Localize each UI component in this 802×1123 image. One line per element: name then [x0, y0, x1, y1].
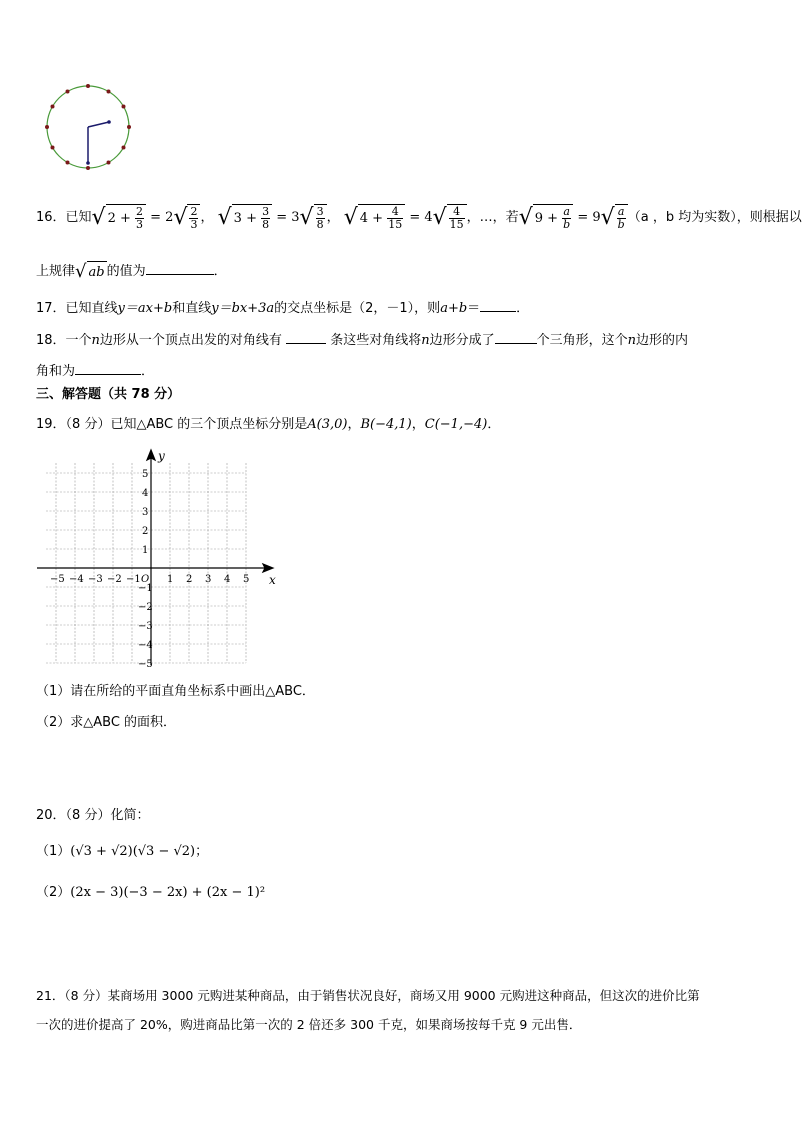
q17-eq2: y＝bx+3a — [211, 301, 275, 316]
q17 — [36, 297, 529, 319]
q17-text-a: 17．已知直线 — [36, 301, 118, 316]
x-axis-arrow — [263, 564, 273, 572]
q16-answer-blank[interactable] — [146, 260, 214, 275]
q16-sep3: ，…，若 — [466, 210, 519, 225]
q16-value-label: 的值为 — [106, 264, 146, 279]
q20-p1-end: ； — [195, 844, 209, 859]
q20-part1 — [36, 842, 208, 862]
section-3-title: 三、解答题（共 78 分） — [36, 387, 181, 402]
q18-n3: n — [627, 333, 637, 348]
q21-line1: 21．（8 分）某商场用 3000 元购进某种商品，由于销售状况良好，商场又用 9000 元购进这种商品，但这次的进价比第 — [36, 988, 700, 1003]
x-tick-label: 2 — [186, 574, 193, 585]
x-tick-label: −5 — [50, 574, 65, 585]
q16-rule-label: 上规律 — [36, 264, 76, 279]
q19-sep1: ， — [347, 417, 361, 432]
y-tick-label: 3 — [142, 507, 149, 518]
q18-line2 — [36, 360, 154, 382]
q17-end: ． — [516, 301, 530, 316]
q20-part2 — [36, 883, 265, 903]
y-axis-label: y — [158, 449, 165, 463]
q17-answer-blank[interactable] — [480, 297, 516, 312]
q18-text-e: 个三角形，这个 — [536, 333, 628, 348]
q19-intro — [36, 415, 500, 435]
q16-sep2: ， — [326, 210, 340, 225]
q16-end: ． — [213, 264, 227, 279]
q19-part2: （2）求△ABC 的面积． — [36, 715, 177, 730]
y-tick-label: −3 — [138, 621, 153, 632]
q18-line1 — [36, 329, 688, 351]
q17-text-d: ＝ — [467, 301, 481, 316]
y-tick-label: 5 — [142, 469, 149, 480]
q17-text-c: 的交点坐标是（2，－1），则 — [274, 301, 441, 316]
y-tick-label: −1 — [138, 583, 153, 594]
q16-prefix: 16．已知 — [36, 210, 92, 225]
q17-eq1: y＝ax+b — [117, 301, 173, 316]
q16-line2: 上规律√ ab 的值为 ． — [36, 260, 227, 282]
y-tick-label: −2 — [138, 602, 153, 613]
y-tick-label: 4 — [142, 488, 149, 499]
y-tick-label: −4 — [138, 640, 153, 651]
q18-line2-text: 角和为 — [36, 364, 76, 379]
q19-intro-text: 19．（8 分）已知△ABC 的三个顶点坐标分别是 — [36, 417, 308, 432]
q17-eq3: a+b — [440, 301, 468, 316]
x-axis-label: x — [269, 573, 276, 587]
q19-point-a: A(3,0) — [307, 417, 348, 432]
q18-end: ． — [141, 364, 155, 379]
q18-triangles-blank[interactable] — [495, 329, 537, 344]
q18-text-f: 边形的内 — [636, 333, 689, 348]
q18-angle-sum-blank[interactable] — [75, 360, 141, 375]
x-tick-label: −3 — [88, 574, 103, 585]
q18-text-b: 边形从一个顶点出发的对角线有 — [99, 333, 282, 348]
y-tick-label: 1 — [142, 545, 149, 556]
y-tick-label: −5 — [138, 659, 153, 670]
q18-text-c: 条这些对角线将 — [330, 333, 422, 348]
q20-p1-expression: (√3 + √2)(√3 − √2) — [70, 844, 196, 859]
q19-point-b: B(−4,1) — [360, 417, 412, 432]
x-tick-label: 4 — [224, 574, 231, 585]
x-tick-label: −1 — [126, 574, 141, 585]
x-tick-label: −4 — [69, 574, 84, 585]
x-tick-label: −2 — [107, 574, 122, 585]
q20-p2-label: （2） — [36, 885, 71, 900]
q16-condition: （a ，b 均为实数），则根据以 — [627, 210, 802, 225]
origin-label: O — [141, 574, 150, 585]
q18-text-d: 边形分成了 — [429, 333, 495, 348]
y-axis-arrow — [147, 450, 155, 460]
q16-line1: 16．已知√ 2 + $\frac{2}{3}$ = 2√ $\frac{2}{3}$ ， √ 3 + $\frac{3}{8}$ = 3√ $\frac{3}{8}$ ， √ 4 + $\frac{4}{15}$ = 4√ $\frac{4}{15}$ ，…，若√ 9 + $\frac{a}{b}$ = 9√ $\frac{a}{b}$ （a ，b 均为实数），则根据以 — [36, 204, 802, 231]
q19-part1: （1）请在所给的平面直角坐标系中画出△ABC． — [36, 684, 315, 699]
clock-figure — [40, 80, 140, 175]
q16-sep1: ， — [200, 210, 214, 225]
q17-text-b: 和直线 — [172, 301, 212, 316]
x-tick-label: 1 — [167, 574, 174, 585]
q19-end: ． — [487, 417, 501, 432]
coordinate-grid[interactable] — [38, 449, 276, 670]
q21-line2: 一次的进价提高了 20%，购进商品比第一次的 2 倍还多 300 千克，如果商场按每千克 9 元出售． — [36, 1017, 582, 1032]
q18-text-a: 18．一个 — [36, 333, 92, 348]
x-tick-label: 5 — [243, 574, 250, 585]
y-tick-label: 2 — [142, 526, 149, 537]
x-tick-label: 3 — [205, 574, 212, 585]
q18-n2: n — [421, 333, 430, 348]
q20-p2-expression: (2x − 3)(−3 − 2x) + (2x − 1)² — [70, 885, 266, 900]
q19-sep2: ， — [411, 417, 425, 432]
q19-point-c: C(−1,−4) — [424, 417, 488, 432]
q20-p1-label: （1） — [36, 844, 71, 859]
q18-n1: n — [91, 333, 100, 348]
q20-title: 20．（8 分）化简： — [36, 808, 150, 823]
q18-diagonals-blank[interactable] — [286, 329, 326, 344]
